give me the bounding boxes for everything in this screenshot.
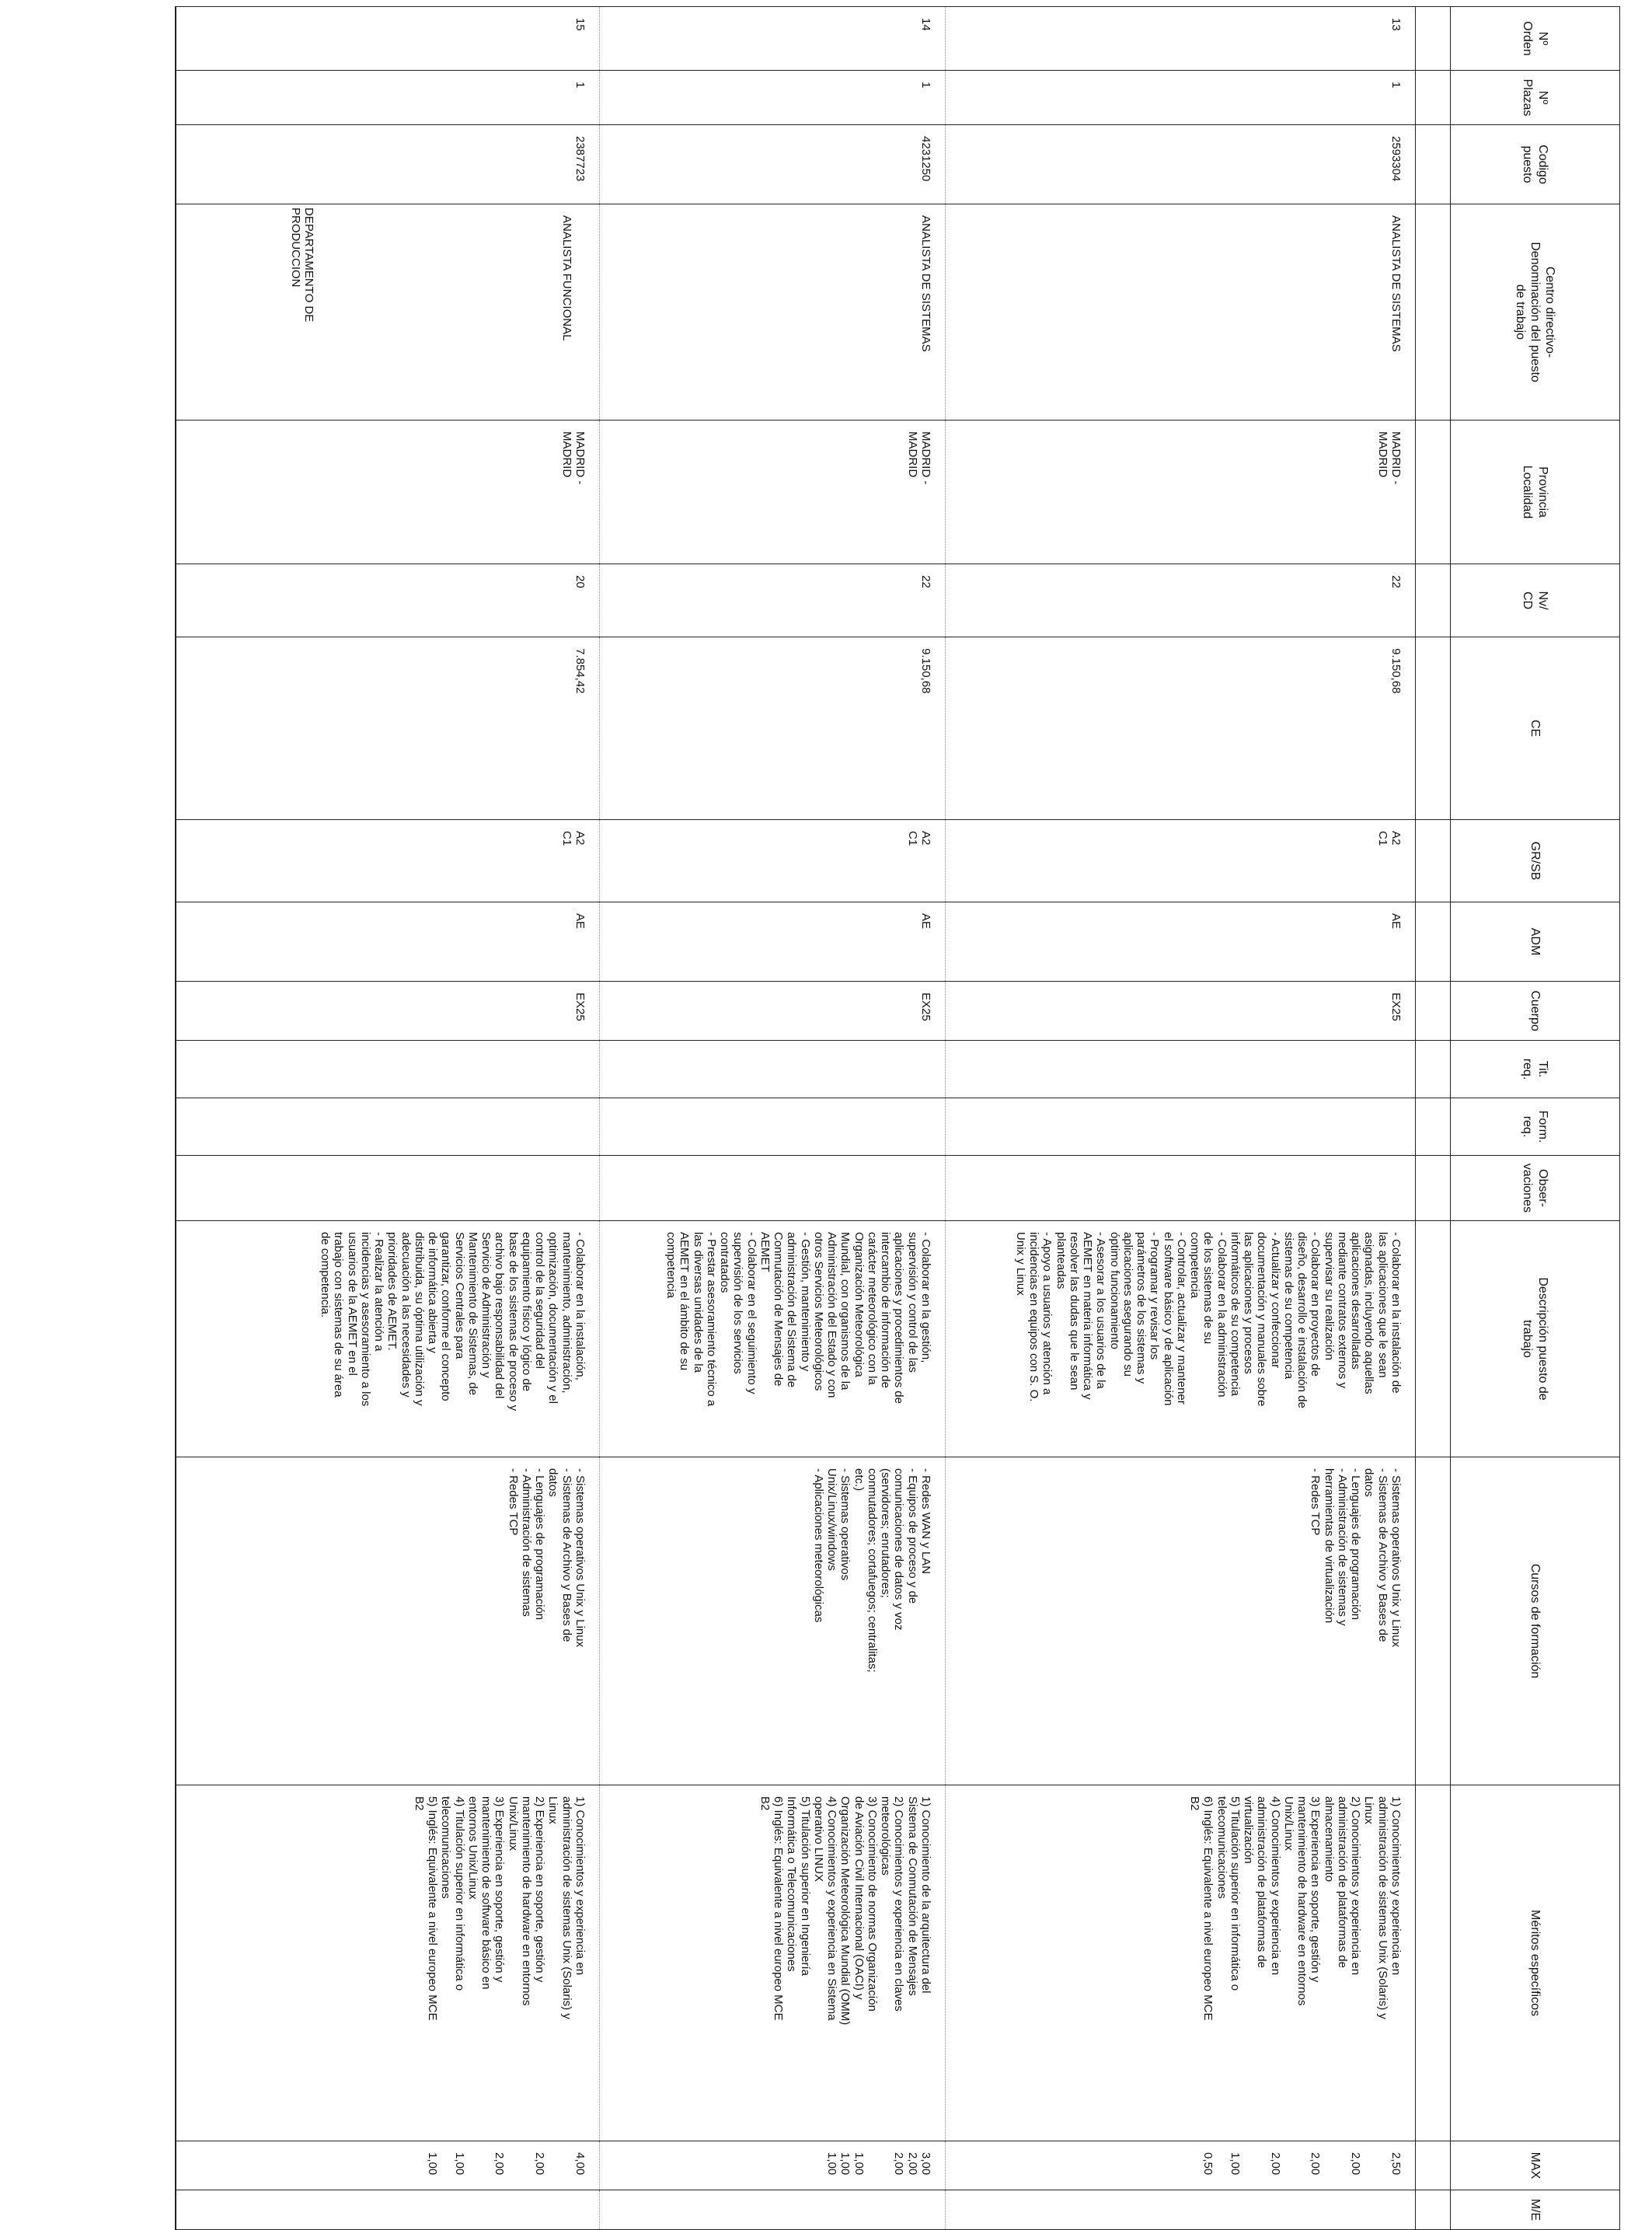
cell-formacion: [946, 1098, 1416, 1156]
cell-provincia: MADRID - MADRID: [600, 421, 946, 564]
cell-descripcion: - Colaborar en la instalación, mantenimiento, administración, optimización, documentación y el control de la seguridad del equipamiento físico y lógico de base de los sistemas de proceso y archivo bajo responsabilidad del Servicio de Administración y Mantenimiento de Sistemas, de Servicios Centrales para garantizar, conforme el concepto de informática abierta y distribuida, su óptima utilización y adecuación a las necesidades y prioridades de AEMET. - Realizar la atención a incidencias y asesoramiento a los usuarios de la AEMET en el trabajo con sistemas de su área de competencia.: [176, 1221, 600, 1457]
cell-centro-with-department: [176, 204, 600, 421]
cell-centro: ANALISTA DE SISTEMAS: [600, 204, 946, 421]
cell-plazas: 1: [600, 71, 946, 125]
cell-max: 2,50 2,00 2,00 2,00 1,00 0,50: [946, 2141, 1416, 2190]
cell-plazas: 1: [946, 71, 1416, 125]
cell-cursos: - Sistemas operativos Unix y Linux - Sistemas de Archivo y Bases de datos - Lenguajes de programación - Administración de sistemas y herramientas de virtualización - Redes TCP: [946, 1457, 1416, 1785]
cell-titulacion: [176, 1041, 600, 1098]
cell-orden: 13: [946, 7, 1416, 71]
cell-orden: 14: [600, 7, 946, 71]
header-plazas: Nº Plazas: [1451, 71, 1620, 125]
cell-ce: 9.150,68: [600, 637, 946, 820]
cell-max: 4,00 2,00 2,00 1,00 1,00: [176, 2141, 600, 2190]
cell-codigo: 2387723: [176, 125, 600, 204]
cell-codigo: 2593304: [946, 125, 1416, 204]
cell-observaciones: [176, 1156, 600, 1221]
cell-codigo: 4231250: [600, 125, 946, 204]
cell-grupo: A2 C1: [176, 820, 600, 902]
table-row: [176, 7, 600, 2230]
header-max: MAX: [1451, 2141, 1620, 2190]
cell-titulacion: [600, 1041, 946, 1098]
header-row: [1451, 7, 1620, 2230]
header-adm: ADM: [1451, 902, 1620, 982]
cell-orden: 15: [176, 7, 600, 71]
header-centro: Centro directivo- Denominación del puesto de trabajo: [1451, 204, 1620, 421]
header-meritos: Méritos específicos: [1451, 1785, 1620, 2141]
cell-me: [176, 2190, 600, 2230]
cell-me: [600, 2190, 946, 2230]
cell-grupo: A2 C1: [946, 820, 1416, 902]
table-row: [946, 7, 1416, 2230]
cell-cursos: - Sistemas operativos Unix y Linux - Sistemas de Archivo y Bases de datos - Lenguajes de programación - Administración de sistemas - Redes TCP: [176, 1457, 600, 1785]
header-grupo: GR/SB: [1451, 820, 1620, 902]
cell-ce: 9.150,68: [946, 637, 1416, 820]
header-codigo: Codigo puesto: [1451, 125, 1620, 204]
cell-provincia: MADRID - MADRID: [946, 421, 1416, 564]
cell-nivel: 20: [176, 564, 600, 637]
header-observaciones: Obser- vaciones: [1451, 1156, 1620, 1221]
cell-cursos: - Redes WAN y LAN - Equipos de proceso y de comunicaciones de datos y voz (servidores; enrutadores; conmutadores; cortafuegos; centralitas; etc.) - Sistemas operativos Unix/Linux/windows - Aplicaciones meteorológicas: [600, 1457, 946, 1785]
header-me: M/E: [1451, 2190, 1620, 2230]
cell-cuerpo: EX25: [600, 982, 946, 1041]
cell-centro: ANALISTA DE SISTEMAS: [946, 204, 1416, 421]
cell-adm: AE: [176, 902, 600, 982]
cell-meritos: 1) Conocimientos y experiencia en administración de sistemas Unix (Solaris) y Linux 2) Experiencia en soporte, gestión y mantenimiento de hardware en entornos Unix/Linux 3) Experiencia en soporte, gestión y mantenimiento de software básico en entornos Unix/Linux 4) Titulación superior en informática o telecomunicaciones 5) Inglés: Equivalente a nivel europeo MCE B2: [176, 1785, 600, 2141]
cell-observaciones: [600, 1156, 946, 1221]
cell-adm: AE: [946, 902, 1416, 982]
cell-titulacion: [946, 1041, 1416, 1098]
header-provincia: Provincia Localidad: [1451, 421, 1620, 564]
job-positions-table: [175, 6, 1620, 2230]
department-label: DEPARTAMENTO DE PRODUCCION: [288, 208, 315, 323]
header-orden: Nº Orden: [1451, 7, 1620, 71]
cell-meritos: 1) Conocimiento de la arquitectura del Sistema de Conmutación de Mensajes 2) Conocimientos y experiencia en claves meteorológicas 3) Conocimiento de normas Organización de Aviación Civil Internacional (OACI) y Organización Meteorológica Mundial (OMM) 4) Conocimientos y experiencia en Sistema operativo LINUX 5) Titulación superior en Ingeniería Informática o Telecomunicaciones 6) Inglés: Equivalente a nivel europeo MCE B2: [600, 1785, 946, 2141]
cell-observaciones: [946, 1156, 1416, 1221]
header-ce: CE: [1451, 637, 1620, 820]
cell-provincia: MADRID - MADRID: [176, 421, 600, 564]
cell-meritos: 1) Conocimientos y experiencia en administración de sistemas Unix (Solaris) y Linux 2) Conocimientos y experiencia en administración de plataformas de almacenamiento 3) Experiencia en soporte, gestión y mantenimiento de hardware en entornos Unix/Linux 4) Conocimientos y experiencia en administración de plataformas de virtualización 5) Titulación superior en informática o telecomunicaciones 6) Inglés: Equivalente a nivel europeo MCE B2: [946, 1785, 1416, 2141]
cell-centro: ANALISTA FUNCIONAL: [559, 215, 573, 341]
header-nivel: Nv/ CD: [1451, 564, 1620, 637]
cell-plazas: 1: [176, 71, 600, 125]
rotated-document-sheet: [106, 6, 1620, 2221]
cell-cuerpo: EX25: [176, 982, 600, 1041]
header-descripcion: Descripción puesto de trabajo: [1451, 1221, 1620, 1457]
cell-me: [946, 2190, 1416, 2230]
header-spacer-row: [1416, 7, 1451, 2230]
cell-formacion: [176, 1098, 600, 1156]
cell-nivel: 22: [946, 564, 1416, 637]
cell-descripcion: - Colaborar en la instalación de las aplicaciones que le sean asignadas, incluyendo aquellas aplicaciones desarrolladas mediante contratos externos y supervisar su realización - Colaborar en proyectos de diseño, desarrollo e instalación de sistemas de su competencia - Actualizar y confeccionar documentación y manuales sobre las aplicaciones y procesos informáticos de su competencia - Colaborar en la administración de los sistemas de su competencia - Controlar, actualizar y mantener el software básico y de aplicación - Programar y revisar los parámetros de los sistemas y aplicaciones asegurando su óptimo funcionamiento - Asesorar a los usuarios de la AEMET en materia informática y resolver las dudas que le sean planteadas - Apoyo a usuarios y atención a incidencias en equipos con S. O. Unix y Linux: [946, 1221, 1416, 1457]
header-titulacion: Tit. req.: [1451, 1041, 1620, 1098]
cell-cuerpo: EX25: [946, 982, 1416, 1041]
header-formacion: Form. req.: [1451, 1098, 1620, 1156]
cell-descripcion: - Colaborar en la gestión, supervisión y control de las aplicaciones y procedimientos de intercambio de información de carácter meteorológico con la Organización Meteorológica Mundial, con organismos de la Administración del Estado y con otros Servicios Meteorológicos - Gestión, mantenimiento y administración del Sistema de Conmutación de Mensajes de AEMET - Colaborar en el seguimiento y supervisión de los servicios contratados - Prestar asesoramiento técnico a las diversas unidades de la AEMET en el ámbito de su competencia: [600, 1221, 946, 1457]
cell-adm: AE: [600, 902, 946, 982]
cell-ce: 7.854,42: [176, 637, 600, 820]
header-cursos: Cursos de formación: [1451, 1457, 1620, 1785]
table-row: [600, 7, 946, 2230]
header-cuerpo: Cuerpo: [1451, 982, 1620, 1041]
cell-max: 3,00 2,00 2,00 1,00 1,00 1,00: [600, 2141, 946, 2190]
cell-grupo: A2 C1: [600, 820, 946, 902]
cell-nivel: 22: [600, 564, 946, 637]
cell-formacion: [600, 1098, 946, 1156]
